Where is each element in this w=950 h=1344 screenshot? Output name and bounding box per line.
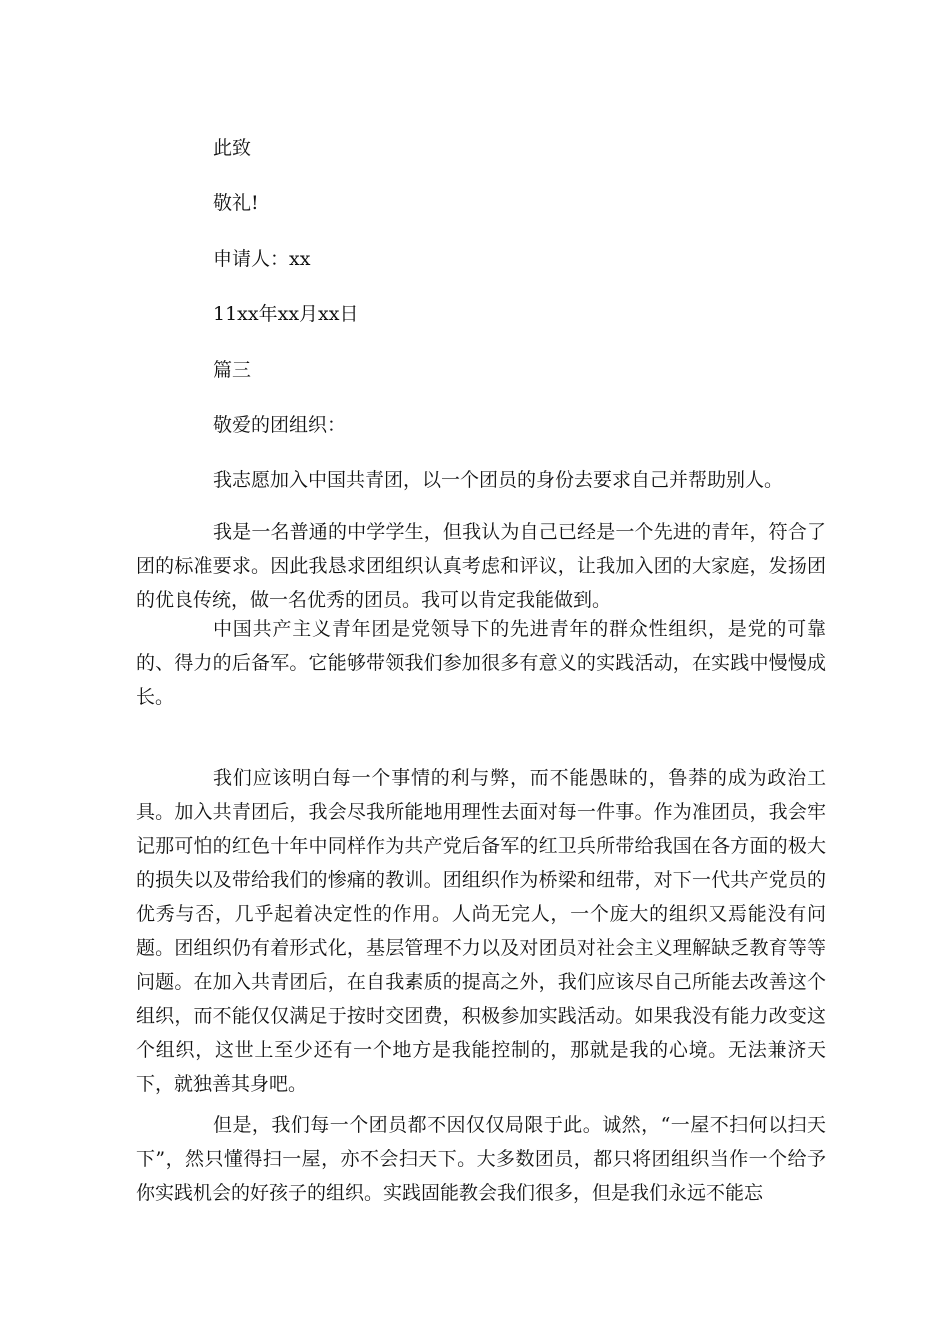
section-title: 篇三 [213,359,252,381]
paragraph-2: 中国共产主义青年团是党领导下的先进青年的群众性组织，是党的可靠的、得力的后备军。它能够带领我们参加很多有意义的实践活动，在实践中慢慢成长。 [136,618,826,708]
closing-salutation: 此致 [213,137,252,159]
date-line: 11xx年xx月xx日 [213,303,359,325]
paragraph-4: 但是，我们每一个团员都不因仅仅局限于此。诚然，“一屋不扫何以扫天下”，然只懂得扫一屋，亦不会扫天下。大多数团员，都只将团组织当作一个给予你实践机会的好孩子的组织。实践固能教会我们很多，但是我们永远不能忘 [136,1114,826,1204]
paragraph-1: 我是一名普通的中学学生，但我认为自己已经是一个先进的青年，符合了团的标准要求。因此我恳求团组织认真考虑和评议，让我加入团的大家庭，发扬团的优良传统，做一名优秀的团员。我可以肯定我能做到。 [136,521,826,611]
intro-line: 我志愿加入中国共青团，以一个团员的身份去要求自己并帮助别人。 [213,469,784,491]
paragraph-3: 我们应该明白每一个事情的利与弊，而不能愚昧的，鲁莽的成为政治工具。加入共青团后，我会尽我所能地用理性去面对每一件事。作为准团员，我会牢记那可怕的红色十年中同样作为共产党后备军的红卫兵所带给我国在各方面的极大的损失以及带给我们的惨痛的教训。团组织作为桥梁和纽带，对下一代共产党员的优秀与否，几乎起着决定性的作用。人尚无完人，一个庞大的组织又焉能没有问题。团组织仍有着形式化，基层管理不力以及对团员对社会主义理解缺乏教育等等问题。在加入共青团后，在自我素质的提高之外，我们应该尽自己所能去改善这个组织，而不能仅仅满足于按时交团费，积极参加实践活动。如果我没有能力改变这个组织，这世上至少还有一个地方是我能控制的，那就是我的心境。无法兼济天下，就独善其身吧。 [136,767,826,1095]
closing-regards: 敬礼! [213,192,259,214]
applicant-line: 申请人：xx [213,248,311,270]
greeting-line: 敬爱的团组织： [213,414,347,436]
